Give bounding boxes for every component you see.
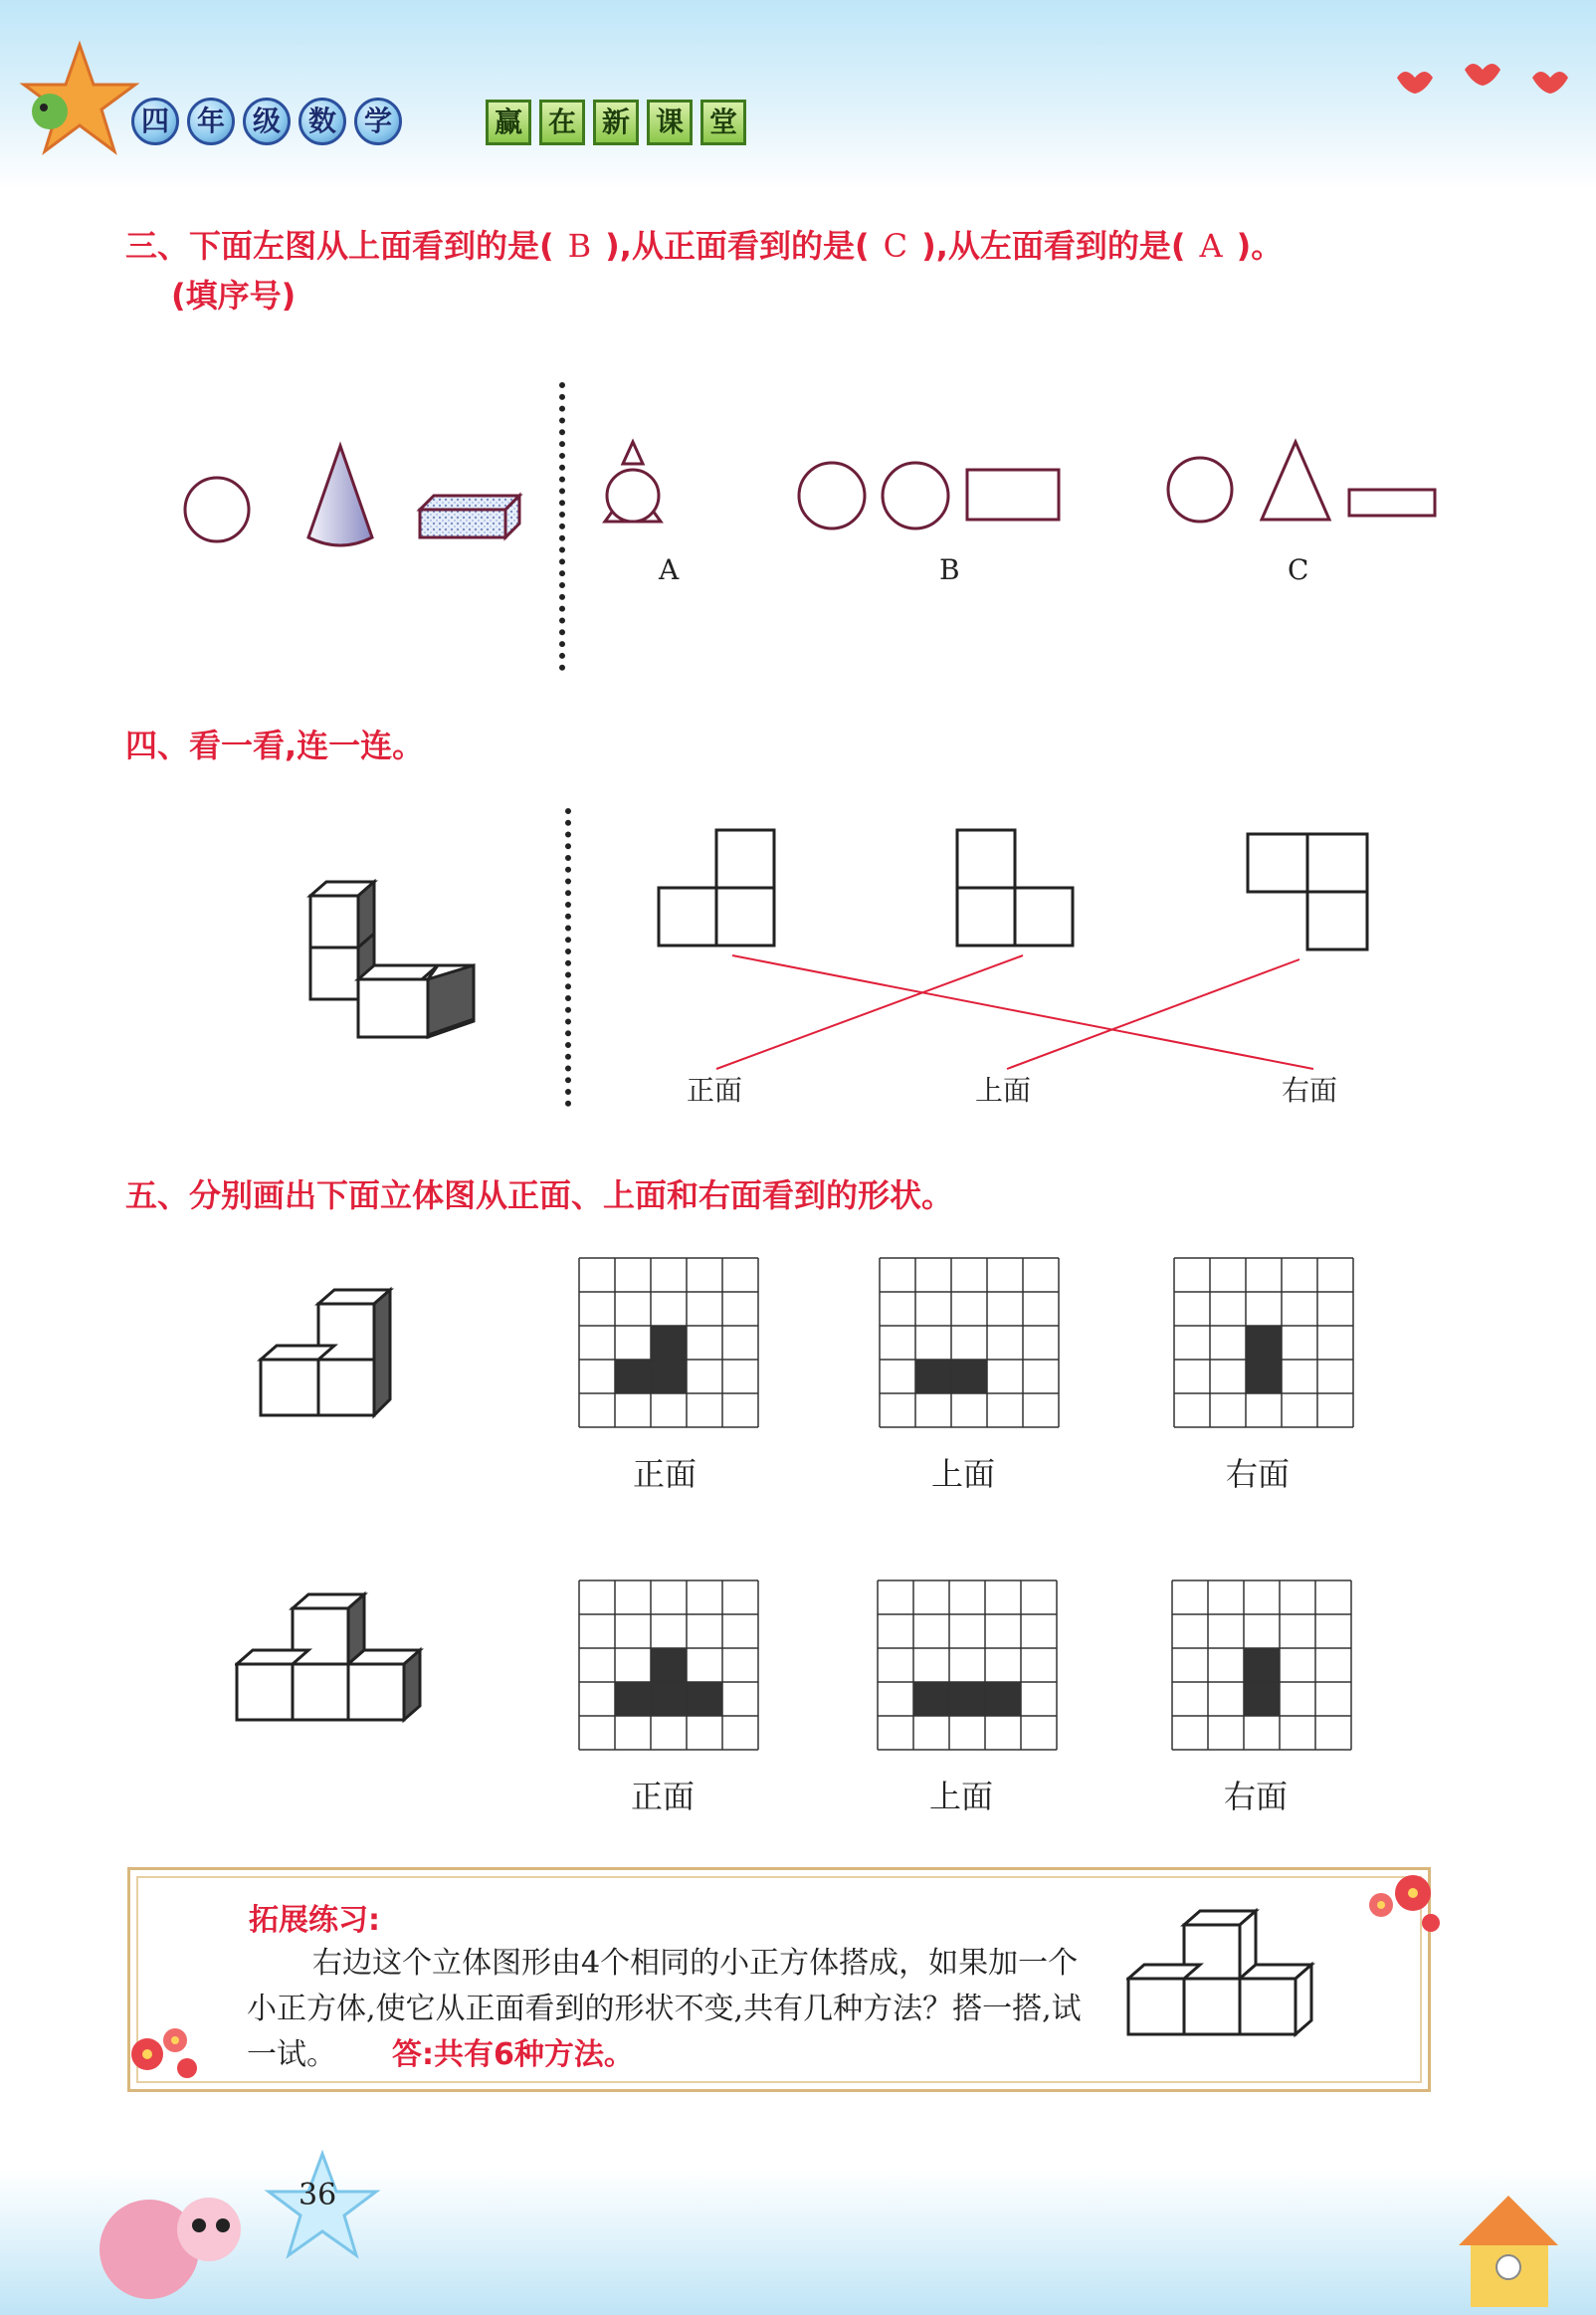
q4-title: 四、看一看,连一连。 bbox=[125, 727, 425, 764]
grid-shaded-cell bbox=[915, 1360, 951, 1393]
q3-divider bbox=[559, 382, 565, 671]
option-label-c: C bbox=[1288, 553, 1309, 586]
star-mascot-icon bbox=[10, 40, 139, 159]
q5-r2-label-front: 正面 bbox=[631, 1778, 696, 1815]
flower-decoration-icon bbox=[1343, 1853, 1453, 1943]
q3-question bbox=[125, 221, 1283, 267]
grid-shaded-cell bbox=[651, 1648, 687, 1682]
house-decoration-icon bbox=[1429, 2186, 1588, 2311]
q5-grid-r2-top bbox=[876, 1578, 1059, 1754]
cuboid-shape bbox=[420, 496, 519, 537]
grid-shaded-cell bbox=[1246, 1326, 1282, 1360]
option-label-a: A bbox=[659, 553, 680, 586]
option-b-shape bbox=[799, 463, 1059, 528]
q4-cube-stack bbox=[299, 876, 488, 1065]
q3-answer-top: B bbox=[567, 227, 592, 265]
header-char: 级 bbox=[243, 98, 291, 145]
grid-shaded-cell bbox=[951, 1360, 987, 1393]
q5-r1-label-right: 右面 bbox=[1226, 1455, 1291, 1493]
cone-shape bbox=[308, 446, 372, 545]
grid-shaded-cell bbox=[651, 1360, 687, 1393]
q5-r1-label-front: 正面 bbox=[633, 1455, 698, 1493]
view-shape-1 bbox=[659, 830, 774, 946]
series-char: 堂 bbox=[700, 100, 746, 145]
q5-grid-r1-front bbox=[577, 1256, 760, 1431]
q3-answer-left: A bbox=[1199, 227, 1223, 265]
grid-shaded-cell bbox=[913, 1682, 949, 1716]
hearts-decoration-icon bbox=[1393, 60, 1572, 100]
option-label-b: B bbox=[939, 553, 960, 586]
q5-r2-label-top: 上面 bbox=[929, 1778, 994, 1815]
q3-suffix: )。 bbox=[1236, 227, 1284, 265]
match-lines bbox=[716, 955, 1313, 1069]
q4-divider bbox=[565, 808, 571, 1107]
extension-cube-figure bbox=[1126, 1899, 1325, 2058]
q5-grid-r2-front bbox=[577, 1578, 760, 1754]
q3-answer-front: C bbox=[883, 227, 908, 265]
q4-label-front: 正面 bbox=[687, 1074, 743, 1107]
series-char: 赢 bbox=[486, 100, 531, 145]
q5-solid-2 bbox=[235, 1588, 424, 1728]
grid-shaded-cell bbox=[651, 1682, 687, 1716]
grid-shaded-cell bbox=[687, 1682, 722, 1716]
q4-label-right: 右面 bbox=[1282, 1074, 1338, 1107]
header-char: 年 bbox=[187, 98, 235, 145]
series-char: 课 bbox=[647, 100, 693, 145]
q3-note: (填序号) bbox=[171, 277, 297, 315]
extension-body bbox=[247, 1941, 1098, 2078]
series-char: 在 bbox=[539, 100, 585, 145]
grid-shaded-cell bbox=[615, 1360, 651, 1393]
series-char: 新 bbox=[593, 100, 639, 145]
q3-options-figure bbox=[589, 434, 1465, 533]
option-c-shape bbox=[1168, 442, 1435, 522]
view-shape-3 bbox=[1248, 834, 1367, 949]
view-shape-2 bbox=[957, 830, 1073, 946]
grid-shaded-cell bbox=[985, 1682, 1021, 1716]
header-char: 学 bbox=[354, 98, 402, 145]
q5-r2-label-right: 右面 bbox=[1224, 1778, 1289, 1815]
q4-label-top: 上面 bbox=[975, 1074, 1032, 1107]
q5-title: 五、分别画出下面立体图从正面、上面和右面看到的形状。 bbox=[125, 1176, 954, 1214]
page-number: 36 bbox=[299, 2178, 337, 2212]
flower-decoration-icon bbox=[117, 2010, 217, 2100]
option-a-shape bbox=[605, 442, 661, 522]
grid-shaded-cell bbox=[949, 1682, 985, 1716]
q5-grid-r1-right bbox=[1172, 1256, 1355, 1431]
sphere-shape bbox=[185, 478, 249, 541]
extension-title: 拓展练习: bbox=[249, 1903, 380, 1938]
grid-shaded-cell bbox=[1246, 1360, 1282, 1393]
q5-grid-r1-top bbox=[878, 1256, 1061, 1431]
q3-mid2: ),从左面看到的是( bbox=[921, 227, 1186, 265]
extension-text: 右边这个立体图形由4个相同的小正方体搭成，如果加一个小正方体,使它从正面看到的形状不变,共有几种方法？搭一搭,试一试。 bbox=[247, 1946, 1082, 2072]
extension-answer: 答:共有6种方法。 bbox=[392, 2037, 634, 2072]
q3-mid1: ),从正面看到的是( bbox=[605, 227, 870, 265]
q5-grid-r2-right bbox=[1170, 1578, 1353, 1754]
grid-shaded-cell bbox=[615, 1682, 651, 1716]
grid-shaded-cell bbox=[1244, 1648, 1280, 1682]
header-char: 四 bbox=[131, 98, 179, 145]
header-background bbox=[0, 0, 1596, 189]
header-char: 数 bbox=[299, 98, 346, 145]
q3-prefix: 三、下面左图从上面看到的是( bbox=[125, 227, 554, 265]
grid-shaded-cell bbox=[651, 1326, 687, 1360]
grid-shaded-cell bbox=[1244, 1682, 1280, 1716]
q5-r1-label-top: 上面 bbox=[931, 1455, 996, 1493]
q3-solids-figure bbox=[169, 438, 537, 567]
q5-solid-1 bbox=[255, 1284, 404, 1423]
